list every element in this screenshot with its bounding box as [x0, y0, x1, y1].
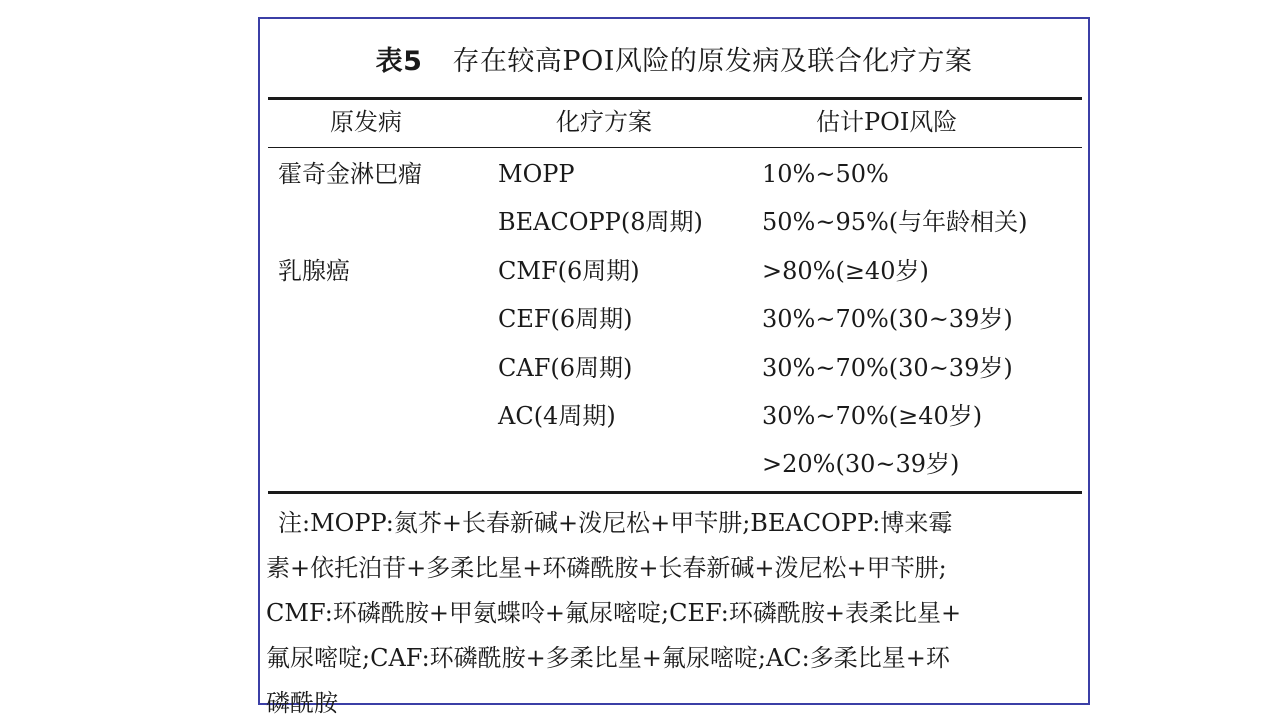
bottom-rule	[268, 491, 1082, 494]
table-cell-regimen: AC(4周期)	[498, 402, 616, 430]
table-cell-risk: >80%(≥40岁)	[762, 257, 929, 285]
table-number: 表5	[375, 46, 423, 77]
header-regimen: 化疗方案	[556, 108, 652, 136]
table-cell-regimen: BEACOPP(8周期)	[498, 208, 703, 236]
table-title-text: 存在较高POI风险的原发病及联合化疗方案	[452, 46, 973, 77]
footnote-line: 磷酰胺	[266, 689, 338, 717]
header-risk: 估计POI风险	[816, 108, 958, 136]
table-cell-disease: 霍奇金淋巴瘤	[278, 160, 422, 188]
table-cell-risk: 50%~95%(与年龄相关)	[762, 208, 1028, 236]
footnote-line: 氟尿嘧啶;CAF:环磷酰胺+多柔比星+氟尿嘧啶;AC:多柔比星+环	[266, 644, 950, 672]
table-cell-disease: 乳腺癌	[278, 257, 350, 285]
header-rule	[268, 147, 1082, 148]
footnote-line: 素+依托泊苷+多柔比星+环磷酰胺+长春新碱+泼尼松+甲苄肼;	[266, 554, 947, 582]
top-rule	[268, 97, 1082, 100]
footnote-line: 注:MOPP:氮芥+长春新碱+泼尼松+甲苄肼;BEACOPP:博来霉	[278, 509, 953, 537]
table-cell-regimen: CEF(6周期)	[498, 305, 633, 333]
table-cell-risk: >20%(30~39岁)	[762, 450, 960, 478]
table-footnote	[266, 501, 1086, 726]
table-cell-risk: 30%~70%(≥40岁)	[762, 402, 983, 430]
table-frame	[258, 17, 1090, 717]
table-cell-regimen: CMF(6周期)	[498, 257, 640, 285]
table-cell-risk: 10%~50%	[762, 160, 889, 188]
table-cell-regimen: CAF(6周期)	[498, 354, 633, 382]
table-title	[260, 45, 1088, 79]
table-cell-risk: 30%~70%(30~39岁)	[762, 305, 1013, 333]
header-disease: 原发病	[330, 108, 402, 136]
table-cell-risk: 30%~70%(30~39岁)	[762, 354, 1013, 382]
footnote-line: CMF:环磷酰胺+甲氨蝶呤+氟尿嘧啶;CEF:环磷酰胺+表柔比星+	[266, 599, 962, 627]
table-cell-regimen: MOPP	[498, 160, 575, 188]
